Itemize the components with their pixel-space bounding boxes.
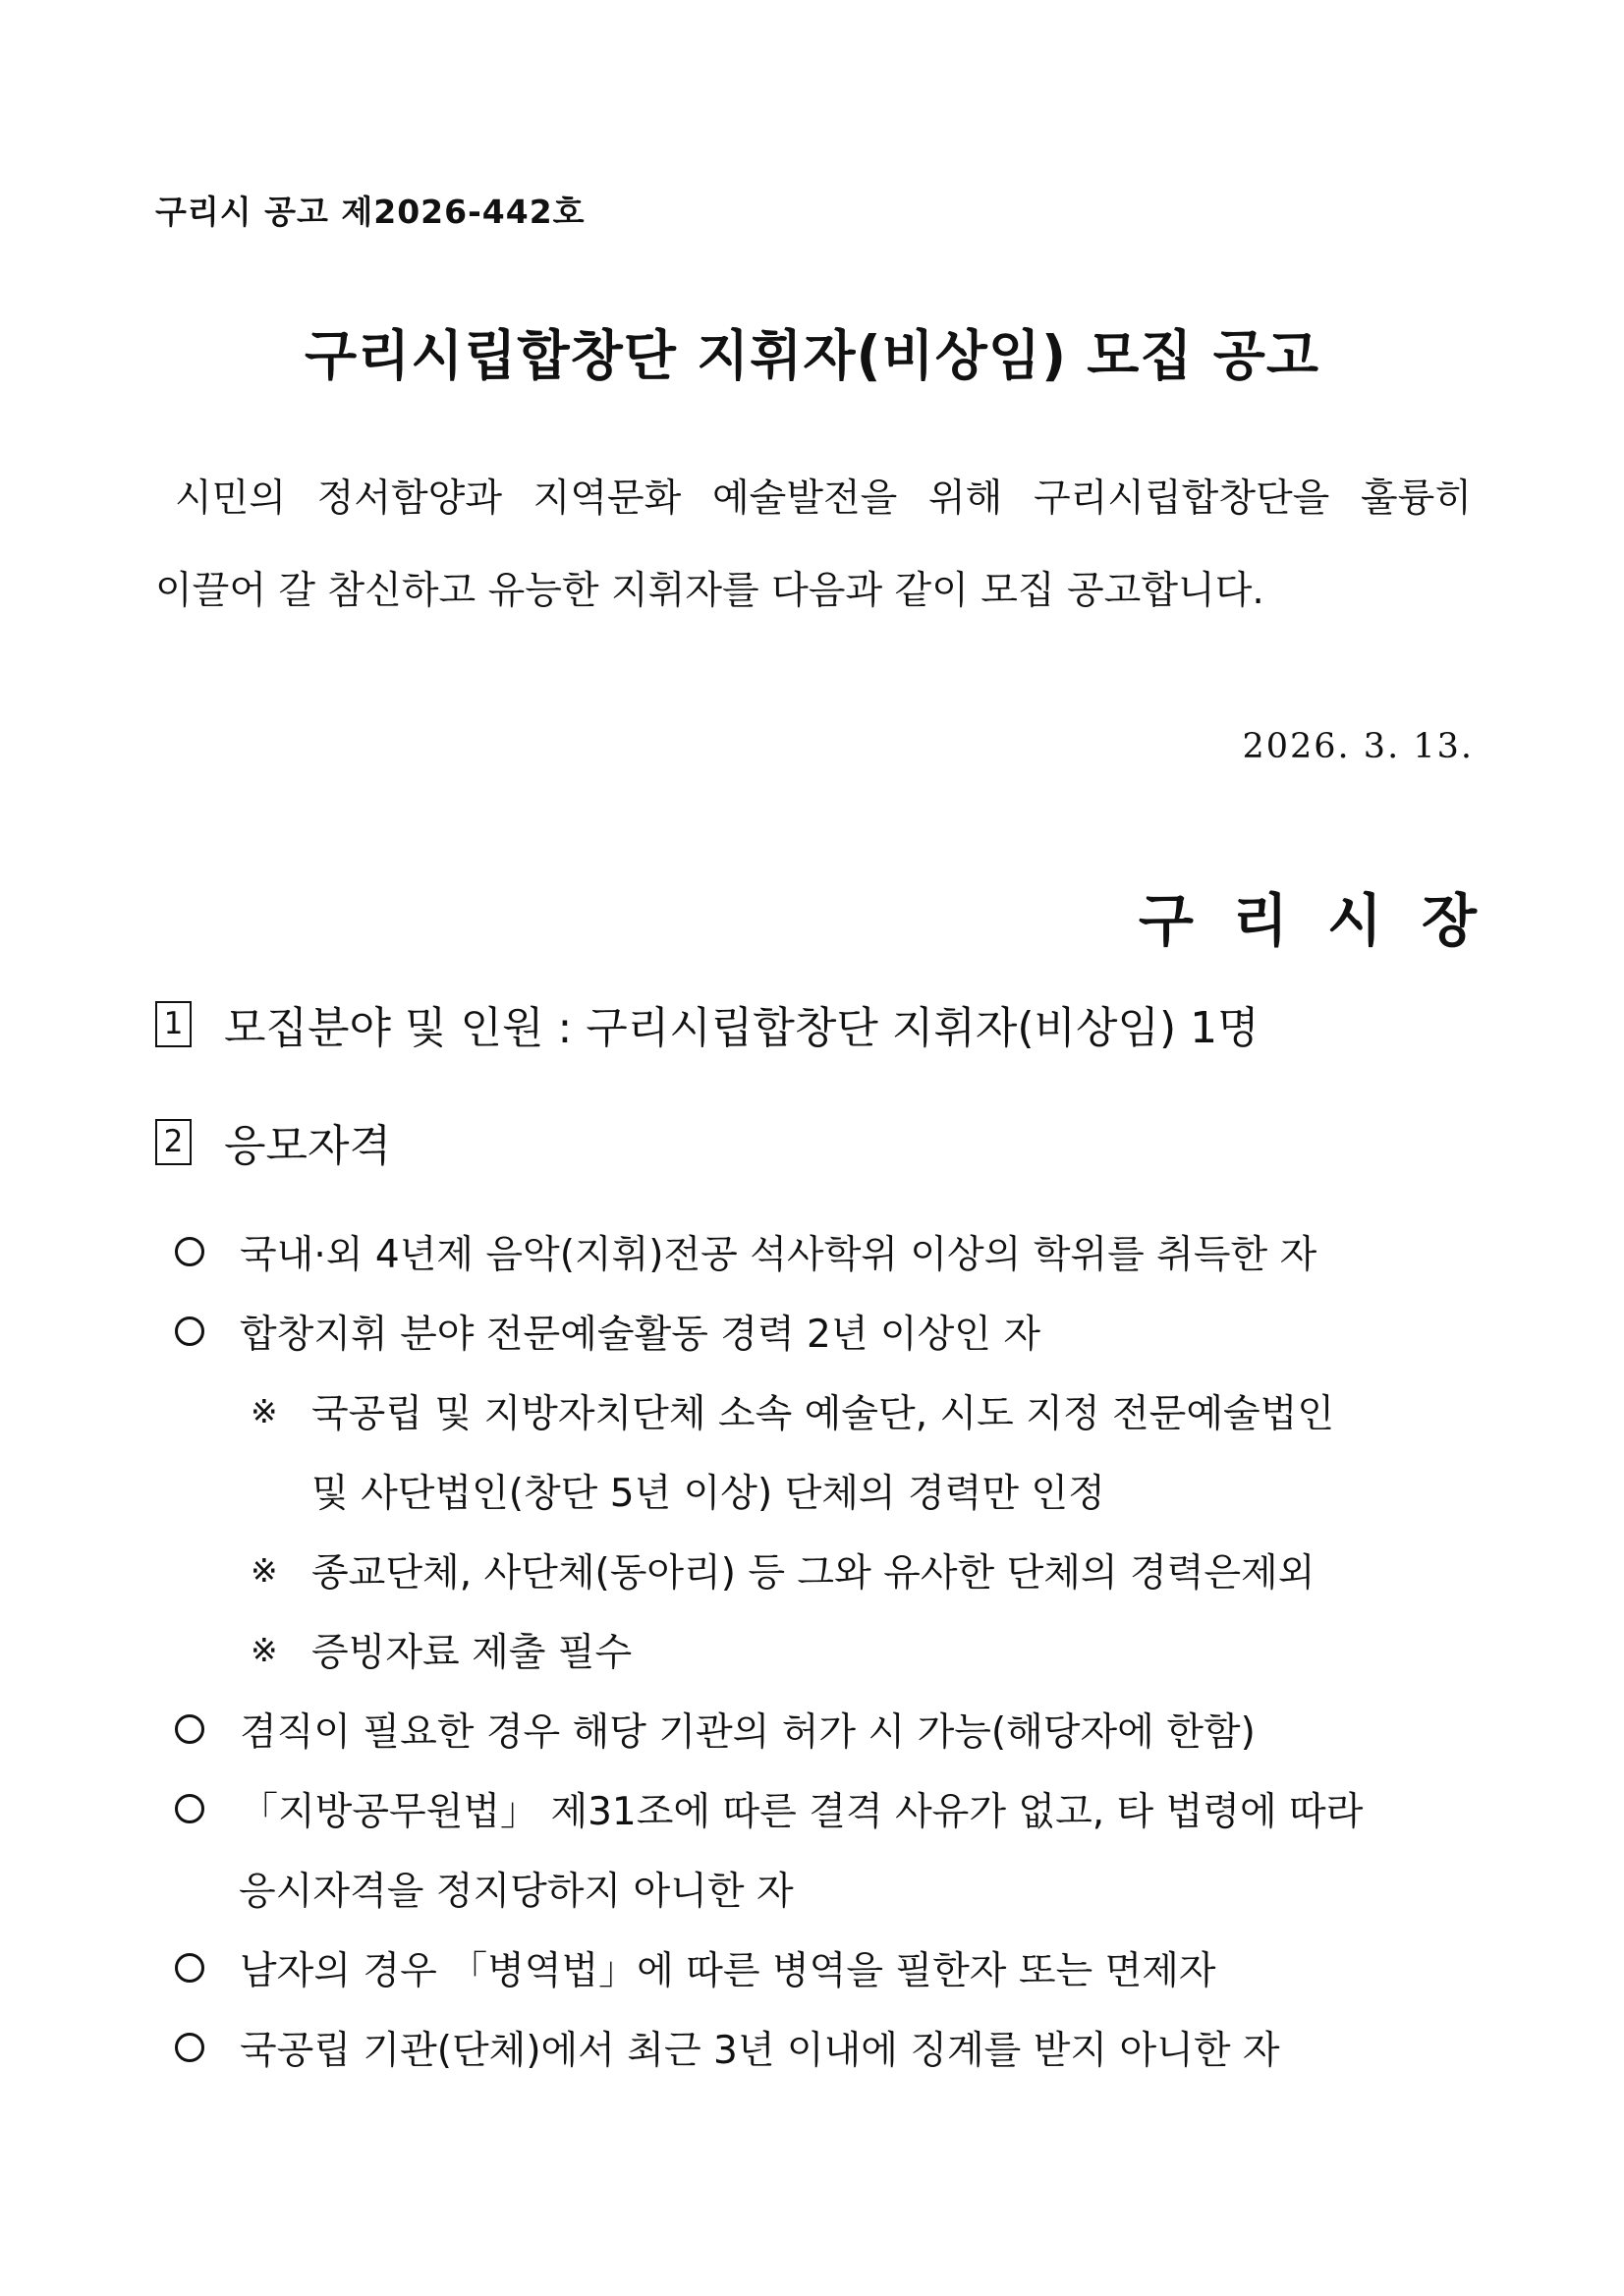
section-text: 모집분야 및 인원 : 구리시립합창단 지휘자(비상임) 1명 — [224, 1003, 1260, 1053]
qualification-item — [175, 1224, 1316, 1279]
qualification-text: 국공립 기관(단체)에서 최근 3년 이내에 징계를 받지 아니한 자 — [240, 2029, 1280, 2073]
qualification-item — [175, 1781, 1363, 1836]
section-number-box: 2 — [155, 1119, 192, 1165]
circle-bullet-icon — [175, 1237, 204, 1266]
note-text: 국공립 및 지방자치단체 소속 예술단, 시도 지정 전문예술법인 — [311, 1392, 1335, 1436]
section-number-box: 1 — [155, 1001, 192, 1047]
reference-mark-icon: ※ — [251, 1391, 278, 1430]
intro-line-2: 이끌어 갈 참신하고 유능한 지휘자를 다음과 같이 모집 공고합니다. — [155, 569, 1264, 613]
qualification-note — [251, 1622, 632, 1677]
section-qualifications — [155, 1110, 391, 1173]
qualification-text: 국내·외 4년제 음악(지휘)전공 석사학위 이상의 학위를 취득한 자 — [240, 1233, 1317, 1277]
qualification-text: 「지방공무원법」 제31조에 따른 결격 사유가 없고, 타 법령에 따라 — [240, 1790, 1364, 1834]
note-text: 증빙자료 제출 필수 — [311, 1631, 633, 1675]
section-recruitment — [155, 992, 1260, 1055]
circle-bullet-icon — [175, 1714, 204, 1744]
qualification-text: 합창지휘 분야 전문예술활동 경력 2년 이상인 자 — [240, 1313, 1041, 1357]
note-continuation: 및 사단법인(창단 5년 이상) 단체의 경력만 인정 — [311, 1472, 1105, 1516]
section-text: 응모자격 — [224, 1121, 392, 1171]
qualification-text: 남자의 경우 「병역법」에 따른 병역을 필한자 또는 면제자 — [240, 1949, 1216, 1993]
circle-bullet-icon — [175, 1953, 204, 1983]
circle-bullet-icon — [175, 2033, 204, 2062]
qualification-continuation: 응시자격을 정지당하지 아니한 자 — [239, 1870, 794, 1914]
qualification-item — [175, 1702, 1256, 1757]
intro-line-1: 시민의 정서함양과 지역문화 예술발전을 위해 구리시립합창단을 훌륭히 — [175, 476, 1472, 521]
notice-number: 구리시 공고 제2026-442호 — [155, 193, 586, 231]
reference-mark-icon: ※ — [251, 1550, 278, 1590]
qualification-item — [175, 1304, 1040, 1359]
qualification-note — [251, 1542, 1315, 1597]
qualification-text: 겸직이 필요한 경우 해당 기관의 허가 시 가능(해당자에 한함) — [240, 1710, 1256, 1755]
circle-bullet-icon — [175, 1794, 204, 1823]
note-text: 종교단체, 사단체(동아리) 등 그와 유사한 단체의 경력은제외 — [311, 1551, 1316, 1596]
page-title: 구리시립합창단 지휘자(비상임) 모집 공고 — [305, 324, 1319, 387]
reference-mark-icon: ※ — [251, 1630, 278, 1669]
qualification-item — [175, 1940, 1216, 1995]
signer: 구리시장 — [1138, 887, 1516, 954]
qualification-note — [251, 1383, 1334, 1438]
circle-bullet-icon — [175, 1316, 204, 1346]
notice-date: 2026. 3. 13. — [1242, 727, 1474, 766]
qualification-item — [175, 2020, 1280, 2075]
